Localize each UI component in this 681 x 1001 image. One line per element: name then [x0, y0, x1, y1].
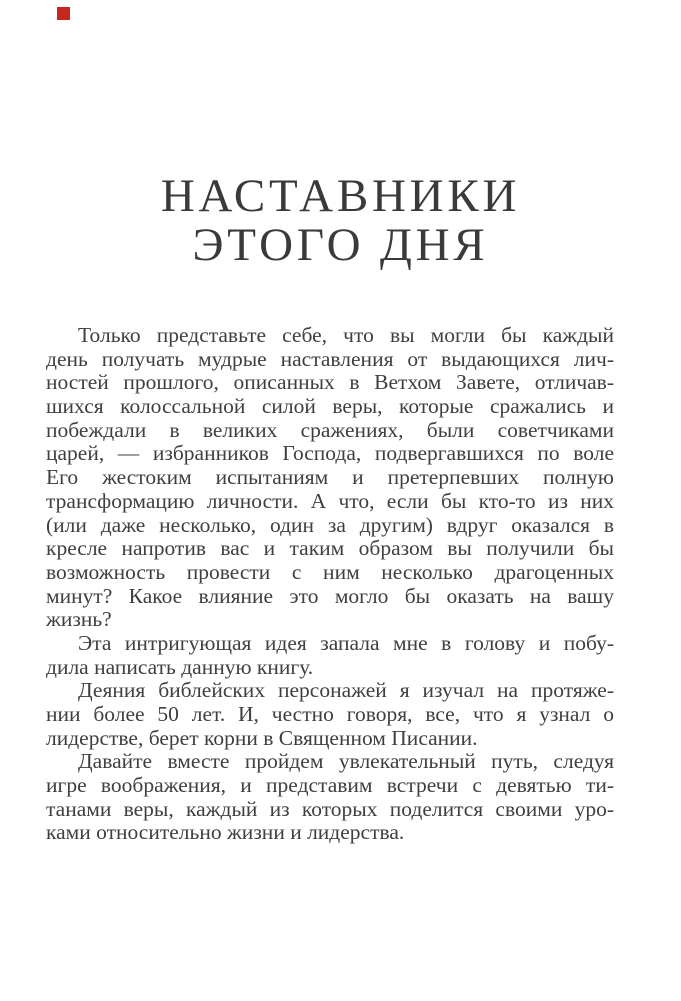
text-line: день получать мудрые наставления от выдающихся лич-	[46, 346, 614, 371]
text-line: Его жестоким испытаниям и претерпевших полную	[46, 465, 614, 490]
text-line: дила написать данную книгу.	[46, 654, 314, 679]
chapter-body-text	[46, 324, 614, 845]
text-line: нии более 50 лет. И, честно говоря, все, что я узнал о	[46, 702, 614, 726]
text-line: жизнь?	[46, 607, 112, 632]
chapter-title	[0, 172, 681, 270]
text-line: побеждали в великих сражениях, были советчиками	[46, 417, 614, 442]
chapter-title-line-1: НАСТАВНИКИ	[160, 170, 521, 222]
text-line: ностей прошлого, описанных в Ветхом Завете, отличав-	[46, 370, 614, 395]
text-line: кресле напротив вас и таким образом вы получили бы	[46, 536, 614, 561]
text-line: игре воображения, и представим встречи с девятью ти-	[46, 773, 614, 798]
text-line: танами веры, каждый из которых поделится своими уро-	[46, 796, 614, 821]
text-line: Эта интригующая идея запала мне в голову и побу-	[78, 630, 614, 655]
text-line: ками относительно жизни и лидерства.	[46, 820, 405, 845]
text-line: Давайте вместе пройдем увлекательный путь, следуя	[78, 749, 614, 774]
text-line: возможность провести с ним несколько драгоценных	[46, 559, 614, 584]
text-line: минут? Какое влияние это могло бы оказать на вашу	[46, 583, 614, 608]
red-square-marker	[57, 7, 70, 20]
chapter-title-line-2: ЭТОГО ДНЯ	[192, 219, 489, 271]
text-line: шихся колоссальной силой веры, которые сражались и	[46, 394, 614, 419]
text-line: Только представьте себе, что вы могли бы каждый	[78, 323, 614, 347]
text-line: лидерстве, берет корни в Священном Писании.	[46, 725, 478, 750]
text-line: Деяния библейских персонажей я изучал на протяже-	[78, 678, 614, 703]
text-line: (или даже несколько, один за другим) вдруг оказался в	[46, 512, 614, 537]
text-line: царей, — избранников Господа, подвергавшихся по воле	[46, 441, 614, 466]
text-line: трансформацию личности. А что, если бы кто-то из них	[46, 488, 614, 513]
